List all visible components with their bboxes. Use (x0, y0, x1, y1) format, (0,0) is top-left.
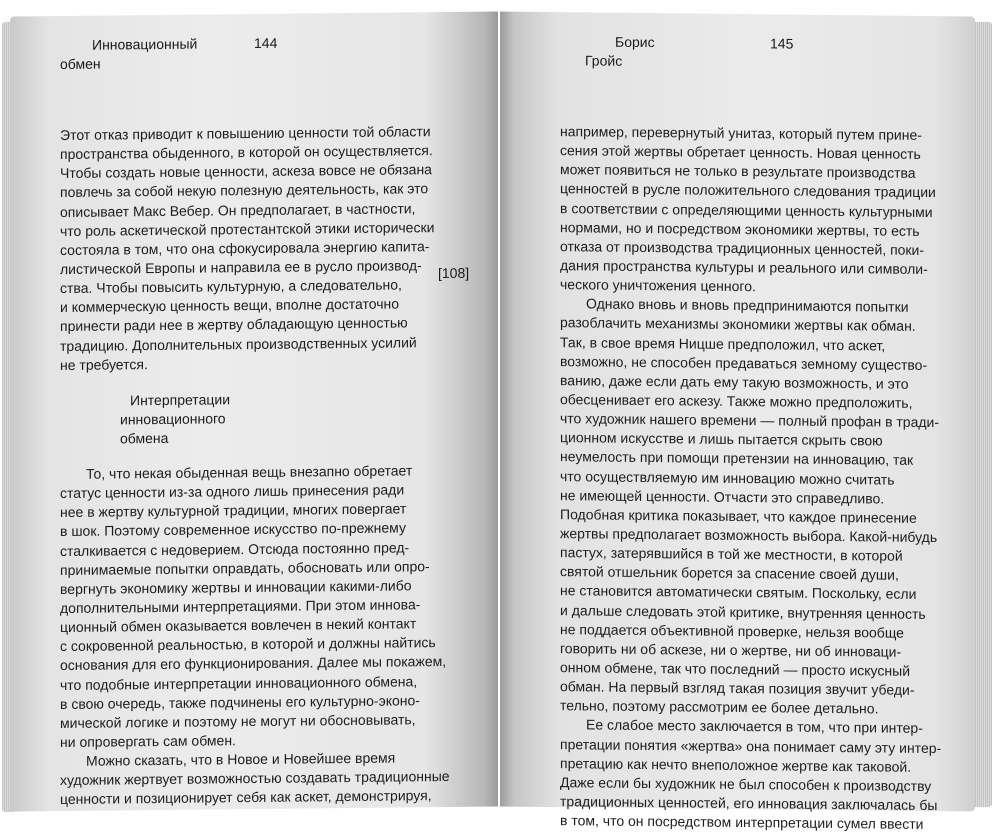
text-line: и дальше следовать этой критике, внутренняя ценность (560, 601, 926, 622)
text-line: принимаемые попытки оправдать, обосновать или опро- (60, 557, 430, 578)
text-line: ванию, даже если дать ему такую возможность, и это (560, 371, 909, 392)
text-line: ческого уничтожения ценного. (560, 276, 756, 295)
text-line: Подобная критика показывает, что каждое принесение (560, 505, 917, 526)
text-line: сталкивается с недоверием. Отсюда постоянно пред- (60, 538, 410, 559)
text-line: в соответствии с определяющими ценность культурными (560, 199, 933, 220)
margin-reference: [108] (438, 264, 470, 282)
text-line: описывает Макс Вебер. Он предполагает, в частности, (60, 199, 416, 220)
text-line: Этот отказ приводит к повышению ценности той области (60, 123, 431, 144)
text-line: что художник нашего времени — полный профан в тради- (560, 410, 940, 431)
text-line: дополнительными интерпретациями. При этом иннова- (60, 596, 421, 617)
section-title-line-3: обмена (120, 429, 169, 447)
text-line: святой отшельник борется за спасение своей души, (560, 563, 899, 583)
left-page-number: 144 (254, 34, 278, 51)
text-line: что осуществляемую им инновацию можно считать (560, 467, 895, 488)
text-line: нормами, но и посредством экономики жертвы, то есть (560, 218, 920, 239)
text-line: Можно сказать, что в Новое и Новейшее время (86, 749, 396, 769)
text-line: жертвы предполагает возможность выбора. Какой-нибудь (560, 525, 938, 546)
text-line: Чтобы создать новые ценности, аскеза вовсе не обязана (60, 161, 432, 182)
text-line: возможно, не способен предаваться земному существо- (560, 352, 928, 373)
text-line: претации понятия «жертва» она понимает саму эту интер- (560, 735, 942, 756)
left-paragraph-2 (60, 461, 450, 810)
text-line: дания пространства культуры и реального или символи- (560, 257, 928, 277)
text-line: нее в жертву культурной традиции, многих повергает (60, 500, 407, 521)
left-page (10, 11, 498, 811)
text-line: традиционных ценностей, его инновация заключалась бы (560, 793, 938, 814)
text-line: традицию. Дополнительных производственных усилий (60, 333, 417, 354)
right-page-edges (972, 22, 992, 807)
text-line: ценностей в русле положительного следования традиции (560, 180, 936, 201)
text-line: обесценивает его аскезу. Также можно предположить, (560, 391, 913, 411)
text-line: в свою очередь, также подчинены его культурно-эконо- (60, 691, 420, 712)
text-line: Даже если бы художник не был способен к производству (560, 773, 932, 794)
text-line: мической логике и поэтому не могут ни обосновывать, (60, 711, 416, 731)
text-line: Так, в свое время Ницше предположил, что аскет, (560, 333, 886, 354)
text-line: в том, что он посредством интерпретации сумел ввести (560, 812, 924, 833)
text-line: ценности и позиционирует себя как аскет, демонстрируя, (60, 787, 432, 808)
text-line: и коммерческую ценность вещи, вполне достаточно (60, 295, 400, 316)
text-line: ционном искусстве и лишь пытается скрыть свою (560, 429, 883, 449)
text-line: что роль аскетической протестантской этики исторически (60, 218, 435, 239)
text-line: не имеющей ценности. Отчасти это справедливо. (560, 486, 885, 507)
text-line: неумелость при помощи претензии на инновацию, так (560, 448, 914, 469)
text-line: Однако вновь и вновь предпринимаются попытки (586, 295, 909, 316)
section-title (120, 390, 230, 448)
text-line: разоблачить механизмы экономики жертвы как обман. (560, 314, 916, 335)
text-line: То, что некая обыденная вещь внезапно обретает (86, 462, 413, 482)
right-page-number: 145 (770, 35, 794, 52)
right-paragraph-1 (560, 122, 941, 834)
text-line: вергнуть экономику жертвы и инновации какими-либо (60, 577, 412, 597)
text-line: ционный обмен оказывается вовлечен в некий контакт (60, 615, 417, 636)
text-line: художник жертвует возможностью создавать традиционные (60, 768, 450, 789)
left-running-head-line-2: обмен (60, 55, 101, 73)
text-line: статус ценности из-за одного лишь принесения ради (60, 481, 405, 502)
text-line: в шок. Поэтому современное искусство по-прежнему (60, 519, 406, 540)
section-title-line-2: инновационного (120, 410, 226, 428)
section-title-line-1: Интерпретации (130, 391, 231, 409)
right-running-head-line-2: Гройс (585, 52, 623, 69)
text-line: листической Европы и направила ее в русло производ- (60, 257, 422, 278)
right-running-head (585, 33, 655, 71)
text-line: претацию как нечто внеположное жертве как таковой. (560, 754, 912, 775)
text-line: повлечь за собой некую полезную деятельность, как это (60, 180, 429, 201)
text-line: основания для его функционирования. Далее мы покажем, (60, 653, 447, 674)
text-line: не поддается объективной проверке, нельзя вообще (560, 620, 904, 641)
text-line: не требуется. (60, 355, 148, 373)
text-line: пространства обыденного, в которой он осуществляется. (60, 142, 433, 163)
text-line: состояла в том, что она сфокусировала энергию капита- (60, 238, 430, 258)
text-line: онном обмене, так что последний — просто искусный (560, 659, 911, 679)
text-line: тельно, поэтому рассмотрим ее более детально. (560, 697, 879, 717)
text-line: может появиться не только в результате производства (560, 161, 916, 182)
left-running-head (60, 35, 198, 74)
text-line: ни опровергать сам обмен. (60, 732, 236, 751)
text-line: принести ради нее в жертву обладающую ценностью (60, 314, 408, 335)
text-line: с сокровенной реальностью, в которой и должны найтись (60, 634, 436, 655)
text-line: не становится автоматически святым. Поскольку, если (560, 582, 917, 603)
text-line: обман. На первый взгляд такая позиция звучит убеди- (560, 678, 915, 698)
left-running-head-line-1: Инновационный (92, 35, 198, 53)
text-line: сения этой жертвы обретает ценность. Новая ценность (560, 142, 921, 163)
text-line: ства. Чтобы повысить культурную, а следовательно, (60, 276, 402, 297)
right-page (500, 12, 975, 833)
text-line: отказа от производства традиционных ценностей, поки- (560, 237, 925, 258)
text-line: говорить ни об аскезе, ни о жертве, ни об инноваци- (560, 639, 902, 660)
text-line: пастух, затерявшийся в той же местности, в которой (560, 544, 903, 564)
text-line: что подобные интерпретации инновационного обмена, (60, 672, 418, 693)
text-line: например, перевернутый унитаз, который путем прине- (560, 123, 922, 143)
left-paragraph-1 (60, 122, 434, 375)
right-running-head-line-1: Борис (615, 33, 655, 51)
text-line: Ее слабое место заключается в том, что при интер- (586, 716, 923, 737)
